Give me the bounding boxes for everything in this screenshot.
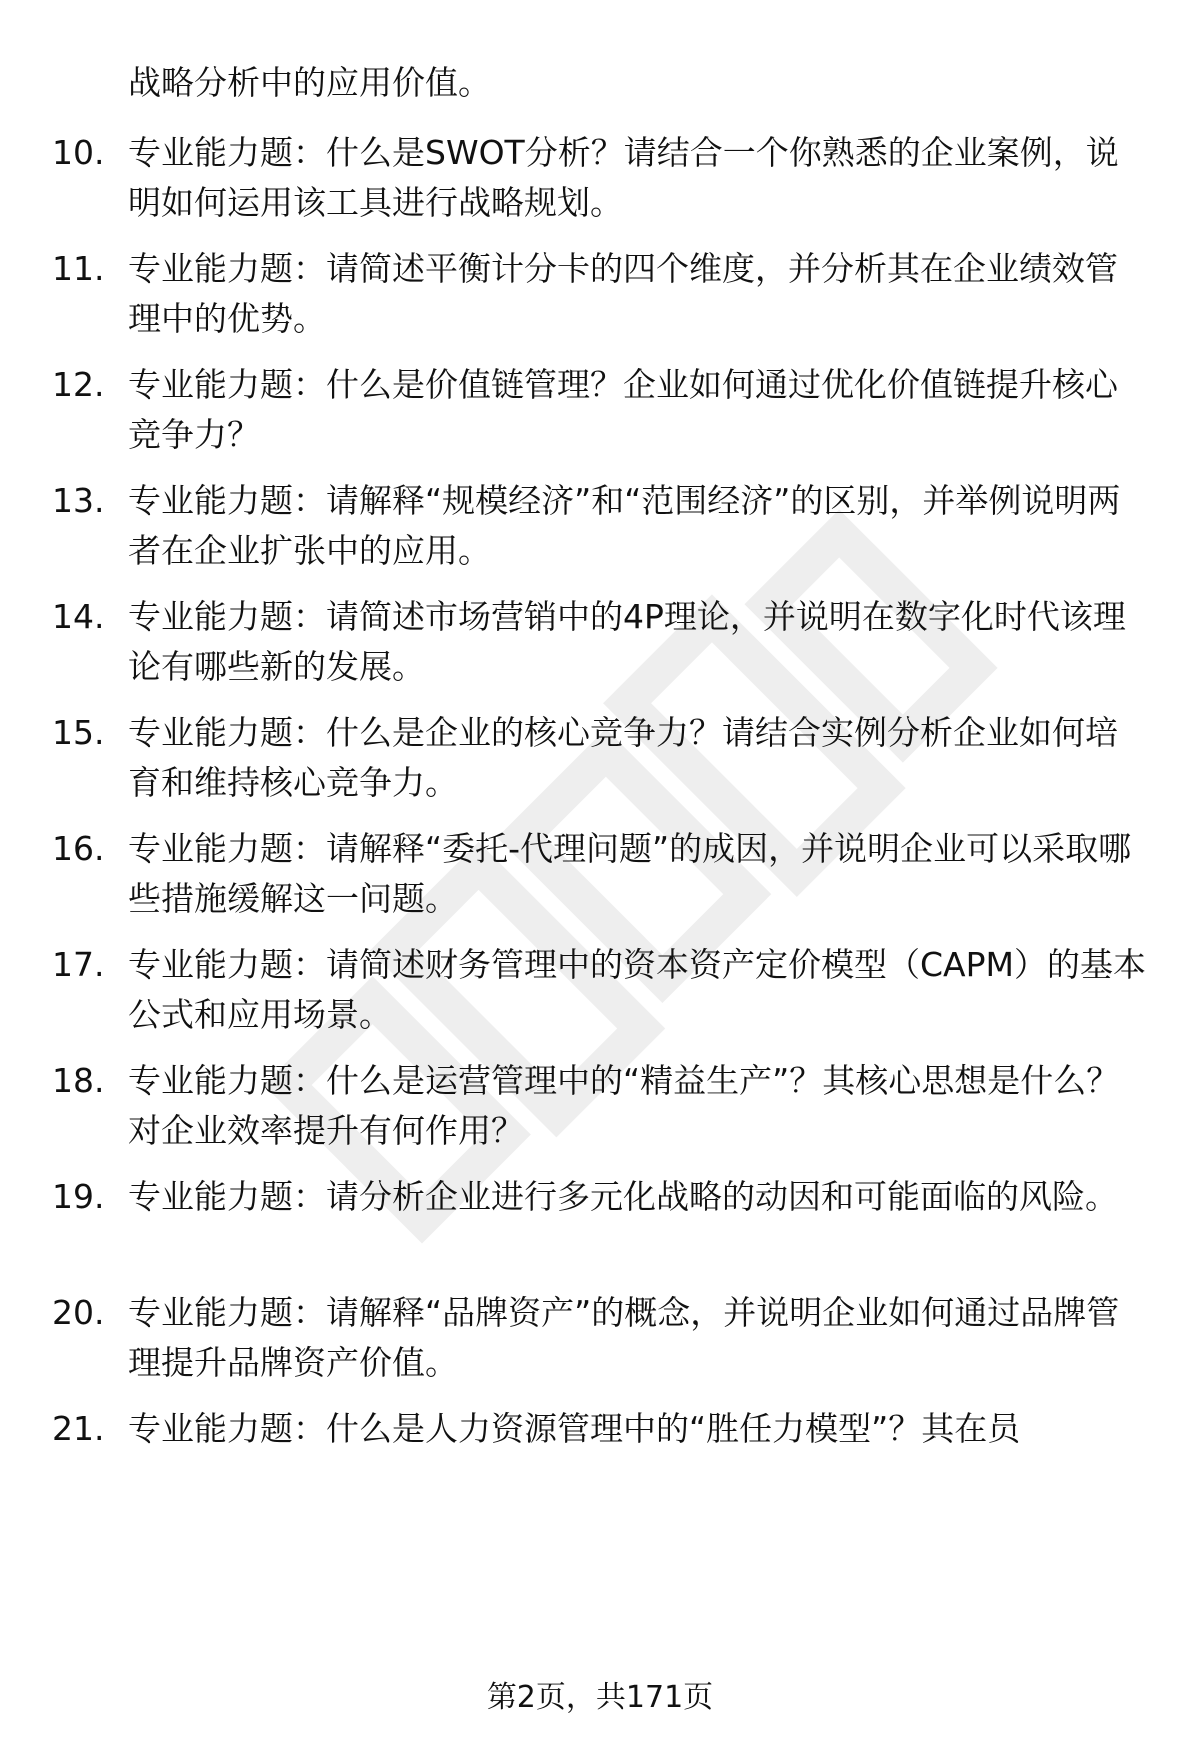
page-footer: 第2页，共171页 bbox=[486, 1680, 714, 1715]
question-item bbox=[0, 128, 1200, 228]
question-item bbox=[0, 708, 1200, 808]
question-item bbox=[0, 476, 1200, 576]
question-number: 10. bbox=[52, 133, 105, 172]
question-item bbox=[0, 1056, 1200, 1156]
question-number: 20. bbox=[52, 1293, 105, 1332]
continuation-text: 战略分析中的应用价值。 bbox=[128, 63, 491, 102]
question-number: 11. bbox=[52, 249, 105, 288]
question-text: 专业能力题：什么是人力资源管理中的“胜任力模型”？其在员 bbox=[128, 1409, 1021, 1448]
question-number: 17. bbox=[52, 945, 105, 984]
question-text: 专业能力题：请解释“委托-代理问题”的成因，并说明企业可以采取哪些措施缓解这一问题。 bbox=[128, 829, 1132, 918]
question-number: 15. bbox=[52, 713, 105, 752]
question-item bbox=[0, 1172, 1200, 1272]
question-number: 18. bbox=[52, 1061, 105, 1100]
question-text: 专业能力题：请分析企业进行多元化战略的动因和可能面临的风险。 bbox=[128, 1177, 1118, 1216]
question-text: 专业能力题：什么是企业的核心竞争力？请结合实例分析企业如何培育和维持核心竞争力。 bbox=[128, 713, 1118, 802]
question-text: 专业能力题：请解释“品牌资产”的概念，并说明企业如何通过品牌管理提升品牌资产价值。 bbox=[128, 1293, 1120, 1382]
question-text: 专业能力题：请简述平衡计分卡的四个维度，并分析其在企业绩效管理中的优势。 bbox=[128, 249, 1118, 338]
question-item bbox=[0, 592, 1200, 692]
question-text: 专业能力题：什么是价值链管理？企业如何通过优化价值链提升核心竞争力？ bbox=[128, 365, 1118, 454]
question-item bbox=[0, 244, 1200, 344]
question-number: 12. bbox=[52, 365, 105, 404]
question-text: 专业能力题：什么是运营管理中的“精益生产”？其核心思想是什么？对企业效率提升有何作用？ bbox=[128, 1061, 1120, 1150]
question-item bbox=[0, 940, 1200, 1040]
question-text: 专业能力题：什么是SWOT分析？请结合一个你熟悉的企业案例，说明如何运用该工具进行战略规划。 bbox=[128, 133, 1119, 222]
question-item bbox=[0, 1404, 1200, 1504]
question-text: 专业能力题：请简述财务管理中的资本资产定价模型（CAPM）的基本公式和应用场景。 bbox=[128, 945, 1146, 1034]
question-number: 16. bbox=[52, 829, 105, 868]
question-number: 21. bbox=[52, 1409, 105, 1448]
question-text: 专业能力题：请简述市场营销中的4P理论，并说明在数字化时代该理论有哪些新的发展。 bbox=[128, 597, 1126, 686]
question-number: 14. bbox=[52, 597, 105, 636]
question-text: 专业能力题：请解释“规模经济”和“范围经济”的区别，并举例说明两者在企业扩张中的应用。 bbox=[128, 481, 1121, 570]
question-item bbox=[0, 824, 1200, 924]
question-number: 13. bbox=[52, 481, 105, 520]
question-item bbox=[0, 1288, 1200, 1388]
question-number: 19. bbox=[52, 1177, 105, 1216]
question-item bbox=[0, 360, 1200, 460]
